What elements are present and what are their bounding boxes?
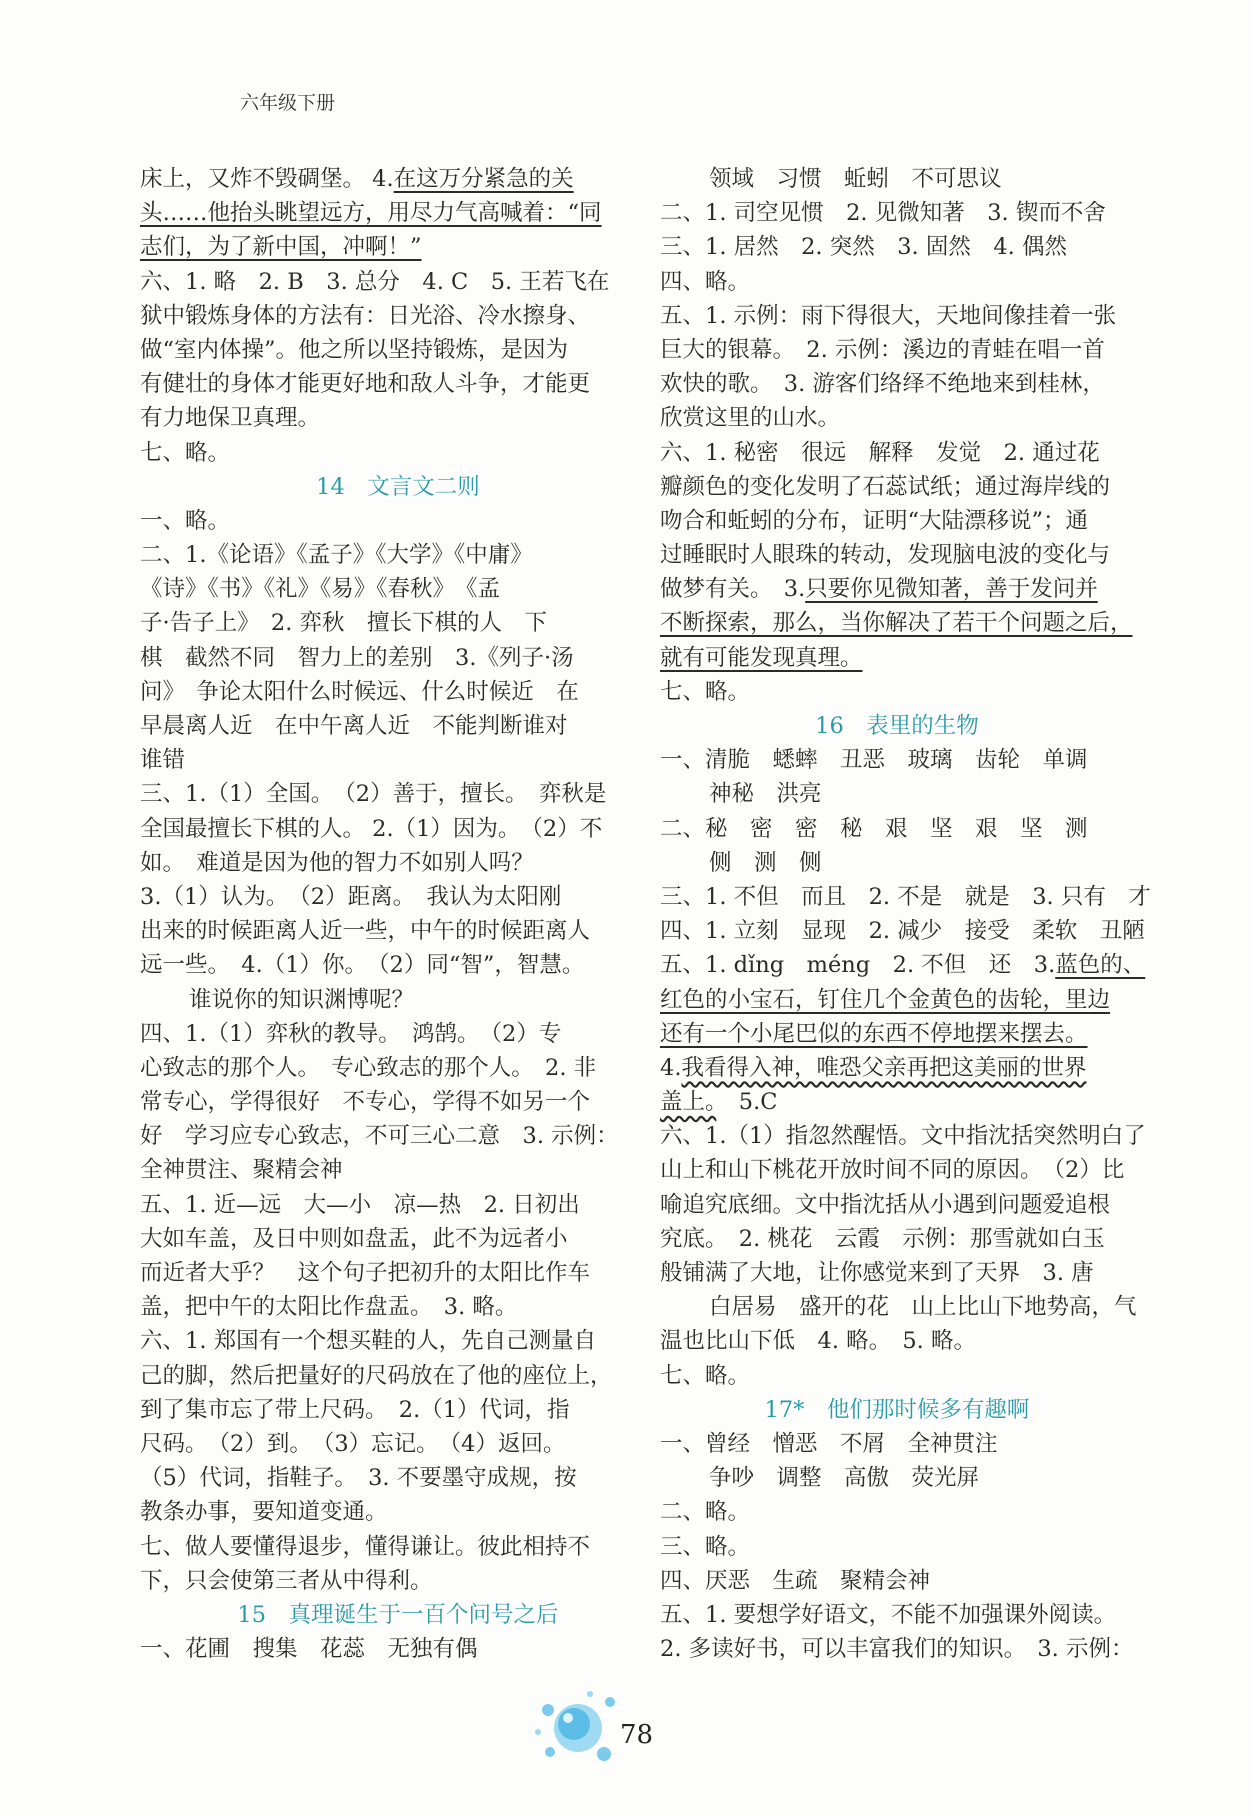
text-line (140, 880, 656, 914)
underlined-answer: 不断探索，那么，当你解决了若干个问题之后， (660, 610, 1133, 637)
text-line (140, 914, 656, 948)
line-text-after: 5.C (716, 1089, 778, 1116)
line-text: 远一些。 4.（1）你。 （2）同“智”，智慧。 (140, 952, 585, 979)
line-text: 五、1. 要想学好语文，不能不加强课外阅读。 (660, 1601, 1117, 1628)
underlined-answer: 还有一个小尾巴似的东西不停地摆来摆去。 (660, 1020, 1088, 1047)
line-text: 四、厌恶 生疏 聚精会神 (660, 1567, 931, 1594)
text-line (660, 743, 1134, 777)
line-text: 2. 多读好书，可以丰富我们的知识。 3. 示例： (660, 1636, 1134, 1663)
line-text: 谁说你的知识渊博呢？ (189, 986, 415, 1013)
text-line (660, 983, 1134, 1017)
text-line (140, 641, 656, 675)
text-line (660, 1153, 1134, 1187)
text-line (140, 1256, 656, 1290)
line-text: 狱中锻炼身体的方法有：日光浴、冷水擦身、 (140, 302, 591, 329)
underlined-answer: 就有可能发现真理。 (660, 644, 863, 671)
line-text: 做梦有关。 3. (660, 576, 806, 603)
underlined-answer: 只要你见微知著，善于发问并 (805, 576, 1098, 603)
line-text: 有力地保卫真理。 (140, 405, 321, 432)
right-column (660, 162, 1151, 1666)
underlined-answer: 头……他抬头眺望远方，用尽力气高喊着：“同 (140, 200, 602, 227)
text-line (140, 401, 656, 435)
line-text: 五、1. dǐng méng 2. 不但 还 3. (660, 952, 1056, 979)
text-line (660, 196, 1134, 230)
text-line (660, 265, 1134, 299)
left-column (140, 162, 656, 1666)
text-line (660, 1632, 1134, 1666)
line-text: 二、1.《论语》《孟子》《大学》《中庸》 (140, 542, 533, 569)
text-line (140, 538, 656, 572)
text-line (140, 1359, 656, 1393)
text-line (660, 1564, 1134, 1598)
line-text: 七、略。 (660, 1362, 751, 1389)
text-line (140, 1461, 656, 1495)
line-text: 3.（1）认为。 （2）距离。 我认为太阳刚 (140, 883, 562, 910)
text-line (660, 1085, 1134, 1119)
underlined-answer: 蓝色的、 (1055, 952, 1146, 979)
text-line (140, 983, 656, 1017)
line-text: 问》 争论太阳什么时候远、什么时候近 在 (140, 678, 579, 705)
text-line (660, 846, 1134, 880)
line-text: 白居易 盛开的花 山上比山下地势高，气 (709, 1294, 1137, 1321)
line-text: 般铺满了大地，让你感觉来到了天界 3. 唐 (660, 1260, 1094, 1286)
text-line (660, 230, 1134, 264)
line-text: 做“室内体操”。他之所以坚持锻炼，是因为 (140, 336, 569, 363)
text-line (660, 367, 1134, 401)
line-text: 侧 测 侧 (709, 849, 822, 876)
wavy-underlined-answer: 盖上。 (660, 1089, 717, 1116)
text-line (140, 196, 656, 230)
line-text: 有健壮的身体才能更好地和敌人斗争，才能更 (140, 371, 591, 398)
line-text: 瓣颜色的变化发明了石蕊试纸；通过海岸线的 (660, 473, 1111, 500)
line-text: 一、略。 (140, 507, 231, 534)
text-line (140, 1564, 656, 1598)
line-text: 喻追究底细。文中指沈括从小遇到问题爱追根 (660, 1191, 1111, 1218)
text-line (140, 265, 656, 299)
text-line (660, 1324, 1134, 1358)
text-line (660, 538, 1134, 572)
underlined-answer: 在这万分紧急的关 (393, 166, 574, 192)
text-line (660, 1495, 1134, 1529)
line-text: 4. (660, 1054, 682, 1081)
text-line (140, 606, 656, 640)
text-line (140, 333, 656, 367)
text-line (660, 1290, 1137, 1324)
line-text: 一、曾经 憎恶 不屑 全神贯注 (660, 1430, 998, 1457)
text-line (660, 504, 1134, 538)
line-text: 巨大的银幕。 2. 示例：溪边的青蛙在唱一首 (660, 336, 1105, 363)
text-line (660, 401, 1134, 435)
line-text: 尺码。 （2）到。 （3）忘记。 （4）返回。 (140, 1430, 566, 1457)
line-text: 常专心，学得很好 不专心，学得不如另一个 (140, 1089, 591, 1116)
text-line (140, 675, 656, 709)
text-line (660, 812, 1134, 846)
section-heading (140, 470, 656, 504)
line-text: 七、做人要懂得退步，懂得谦让。彼此相持不 (140, 1533, 591, 1560)
section-heading (660, 1393, 1134, 1427)
line-text: 欣赏这里的山水。 (660, 405, 841, 432)
wavy-underlined-answer: 我看得入神，唯恐父亲再把这美丽的世界 (681, 1054, 1087, 1081)
line-text: 16 表里的生物 (815, 713, 979, 739)
text-line (660, 1188, 1134, 1222)
line-text: 究底。 2. 桃花 云霞 示例：那雪就如白玉 (660, 1225, 1105, 1252)
text-line (660, 1461, 1134, 1495)
line-text: 一、花圃 搜集 花蕊 无独有偶 (140, 1636, 478, 1663)
line-text: 四、1.（1）弈秋的教导。 鸿鹄。 （2）专 (140, 1020, 562, 1047)
text-line (660, 572, 1134, 606)
text-line (140, 948, 656, 982)
line-text: 争吵 调整 高傲 荧光屏 (709, 1465, 980, 1492)
line-text: 七、略。 (140, 439, 231, 466)
text-line (660, 162, 1134, 196)
page-footer (530, 1680, 654, 1770)
line-text: 15 真理诞生于一百个问号之后 (237, 1601, 559, 1628)
text-line (140, 504, 656, 538)
text-line (660, 1222, 1134, 1256)
text-line (140, 743, 656, 777)
text-line (660, 333, 1134, 367)
text-line (140, 230, 656, 264)
line-text: 一、清脆 蟋蟀 丑恶 玻璃 齿轮 单调 (660, 747, 1088, 774)
section-heading (140, 1598, 656, 1632)
text-line (140, 1017, 656, 1051)
text-line (140, 1153, 656, 1187)
line-text: 三、1.（1）全国。 （2）善于，擅长。 弈秋是 (140, 781, 607, 808)
line-text: 二、略。 (660, 1499, 751, 1526)
text-line (660, 436, 1134, 470)
line-text: 子·告子上》 2. 弈秋 擅长下棋的人 下 (140, 610, 548, 637)
line-text: 五、1. 示例：雨下得很大，天地间像挂着一张 (660, 302, 1117, 329)
line-text: 领域 习惯 蚯蚓 不可思议 (709, 166, 1002, 192)
line-text: 六、1. 秘密 很远 解释 发觉 2. 通过花 (660, 439, 1100, 466)
text-line (140, 1530, 656, 1564)
text-line (660, 1256, 1134, 1290)
text-line (140, 1051, 656, 1085)
line-text: 三、略。 (660, 1533, 751, 1560)
line-text: 吻合和蚯蚓的分布，证明“大陆漂移说”；通 (660, 507, 1089, 534)
line-text: 欢快的歌。 3. 游客们络绎不绝地来到桂林， (660, 371, 1105, 398)
text-line (140, 1632, 656, 1666)
line-text: 二、秘 密 密 秘 艰 坚 艰 坚 测 (660, 815, 1088, 842)
text-line (140, 709, 656, 743)
text-line (660, 470, 1134, 504)
line-text: 温也比山下低 4. 略。 5. 略。 (660, 1328, 976, 1355)
text-line (140, 572, 656, 606)
text-line (140, 1119, 656, 1153)
text-line (140, 1427, 656, 1461)
line-text: 教条办事，要知道变通。 (140, 1499, 388, 1526)
text-line (140, 436, 656, 470)
text-line (140, 1495, 656, 1529)
text-line (660, 1530, 1134, 1564)
text-line (140, 1290, 656, 1324)
text-line (140, 1085, 656, 1119)
line-text: 如。 难道是因为他的智力不如别人吗？ (140, 849, 534, 876)
line-text: 下，只会使第三者从中得利。 (140, 1567, 433, 1594)
line-text: 六、1.（1）指忽然醒悟。文中指沈括突然明白了 (660, 1123, 1146, 1150)
line-text: 山上和山下桃花开放时间不同的原因。 （2）比 (660, 1157, 1125, 1184)
text-line (660, 1051, 1134, 1085)
text-line (660, 914, 1145, 948)
line-text: 全国最擅长下棋的人。 2.（1）因为。 （2）不 (140, 815, 603, 842)
text-line (660, 299, 1134, 333)
line-text: 心致志的那个人。 专心致志的那个人。 2. 非 (140, 1054, 597, 1081)
line-text: 大如车盖，及日中则如盘盂，此不为远者小 (140, 1225, 568, 1252)
line-text: 棋 截然不同 智力上的差别 3.《列子·汤 (140, 644, 574, 671)
line-text: 三、1. 不但 而且 2. 不是 就是 3. 只有 才 (660, 883, 1151, 910)
page-header-grade: 六年级下册 (240, 92, 336, 114)
line-text: （5）代词，指鞋子。 3. 不要墨守成规，按 (140, 1465, 577, 1492)
text-line (140, 1324, 656, 1358)
line-text: 全神贯注、聚精会神 (140, 1157, 343, 1184)
line-text: 神秘 洪亮 (709, 781, 822, 808)
text-line (140, 1222, 656, 1256)
text-line (660, 606, 1134, 640)
line-text: 七、略。 (660, 678, 751, 705)
line-text: 谁错 (140, 747, 186, 774)
line-text: 己的脚，然后把量好的尺码放在了他的座位上， (140, 1362, 613, 1389)
underlined-answer: 志们，为了新中国，冲啊！” (140, 234, 422, 261)
line-text: 六、1. 郑国有一个想买鞋的人，先自己测量自 (140, 1328, 597, 1355)
line-text: 好 学习应专心致志，不可三心二意 3. 示例： (140, 1123, 619, 1150)
text-line (140, 777, 656, 811)
line-text: 早晨离人近 在中午离人近 不能判断谁对 (140, 713, 568, 739)
line-text: 《诗》《书》《礼》《易》《春秋》 《孟 (140, 576, 501, 603)
text-line (140, 846, 656, 880)
underlined-answer: 红色的小宝石，钉住几个金黄色的齿轮，里边 (660, 986, 1111, 1013)
text-line (660, 777, 1134, 811)
text-line (140, 812, 656, 846)
line-text: 过睡眠时人眼珠的转动，发现脑电波的变化与 (660, 542, 1111, 569)
line-text: 而近者大乎？ 这个句子把初升的太阳比作车 (140, 1260, 591, 1286)
text-line (660, 1359, 1134, 1393)
line-text: 17* 他们那时候多有趣啊 (764, 1396, 1030, 1423)
line-text: 出来的时候距离人近一些，中午的时候距离人 (140, 918, 591, 945)
line-text: 五、1. 近—远 大—小 凉—热 2. 日初出 (140, 1191, 580, 1218)
text-line (660, 880, 1151, 914)
section-heading (660, 709, 1134, 743)
text-line (660, 675, 1134, 709)
text-line (660, 948, 1146, 982)
text-line (660, 641, 1134, 675)
text-line (660, 1119, 1146, 1153)
line-text: 盖，把中午的太阳比作盘盂。 3. 略。 (140, 1294, 518, 1321)
line-text: 四、1. 立刻 显现 2. 减少 接受 柔软 丑陋 (660, 918, 1145, 945)
line-text: 到了集市忘了带上尺码。 2.（1）代词，指 (140, 1396, 570, 1423)
text-line (140, 367, 656, 401)
text-line (660, 1598, 1134, 1632)
text-line (140, 1188, 656, 1222)
line-text: 床上，又炸不毁碉堡。 4. (140, 166, 394, 192)
line-text: 二、1. 司空见惯 2. 见微知著 3. 锲而不舍 (660, 200, 1106, 227)
page-number: 78 (620, 1720, 654, 1750)
text-line (140, 162, 656, 196)
text-line (660, 1427, 1134, 1461)
line-text: 三、1. 居然 2. 突然 3. 固然 4. 偶然 (660, 234, 1067, 261)
text-line (140, 1393, 656, 1427)
text-line (140, 299, 656, 333)
line-text: 六、1. 略 2. B 3. 总分 4. C 5. 王若飞在 (140, 268, 610, 295)
line-text: 14 文言文二则 (316, 473, 480, 500)
text-line (660, 1017, 1134, 1051)
line-text: 四、略。 (660, 268, 751, 295)
